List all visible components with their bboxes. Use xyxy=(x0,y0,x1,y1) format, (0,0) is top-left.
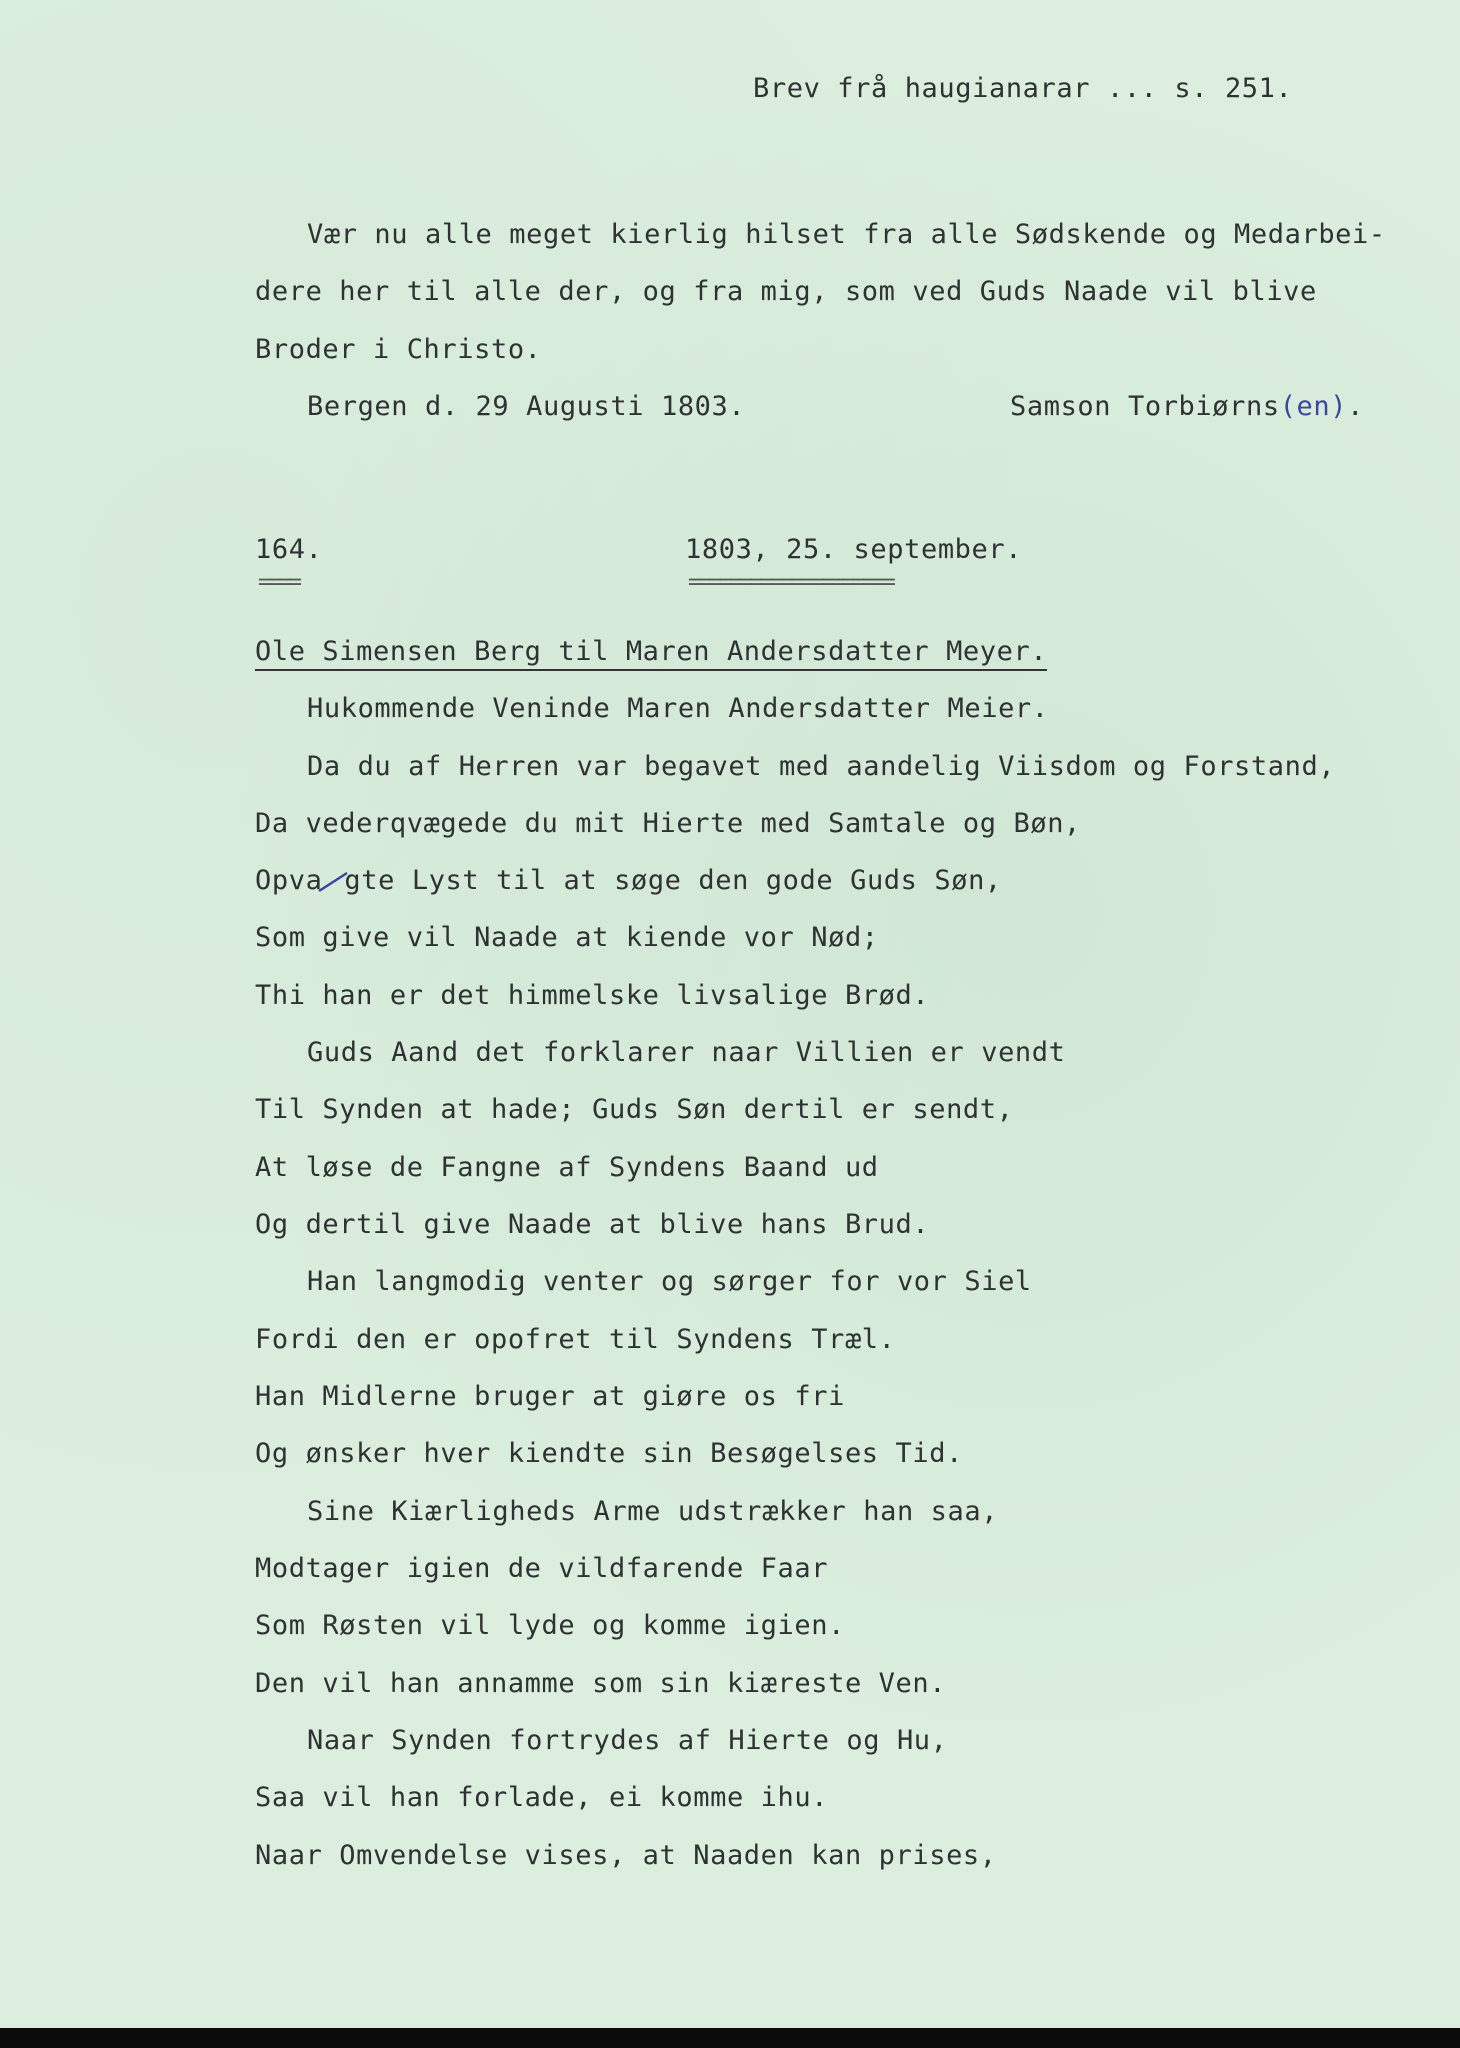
text-line: At løse de Fangne af Syndens Baand ud xyxy=(255,1152,879,1183)
text-line: Da vederqvægede du mit Hierte med Samtale og Bøn, xyxy=(255,808,1081,839)
text-line: Vær nu alle meget kierlig hilset fra alle Sødskende og Medarbei- xyxy=(307,219,1386,250)
scan-border xyxy=(0,2028,1460,2048)
text-fragment: gte Lyst til at søge den gode Guds Søn, xyxy=(344,865,1002,896)
text-line: Sine Kiærligheds Arme udstrækker han saa, xyxy=(307,1496,999,1527)
letter-date-rule: ==================== xyxy=(688,570,893,595)
text-line: Da du af Herren var begavet med aandelig Viisdom og Forstand, xyxy=(307,751,1336,782)
text-line: Fordi den er opofret til Syndens Træl. xyxy=(255,1324,896,1355)
running-title: Brev frå haugianarar ... s. 251. xyxy=(753,73,1293,104)
signature-end: . xyxy=(1347,391,1364,422)
text-line: Og dertil give Naade at blive hans Brud. xyxy=(255,1209,930,1240)
text-line: Som give vil Naade at kiende vor Nød; xyxy=(255,922,879,953)
letter-number-rule: ==== xyxy=(258,570,299,595)
letter-number: 164. xyxy=(255,534,323,565)
text-line: Naar Synden fortrydes af Hierte og Hu, xyxy=(307,1725,948,1756)
text-line: Hukommende Veninde Maren Andersdatter Meier. xyxy=(307,693,1049,724)
text-line: Saa vil han forlade, ei komme ihu. xyxy=(255,1782,829,1813)
text-line: Naar Omvendelse vises, at Naaden kan prises, xyxy=(255,1840,997,1871)
text-line: Broder i Christo. xyxy=(255,334,542,365)
text-fragment: Opva xyxy=(255,865,323,896)
place-date: Bergen d. 29 Augusti 1803. xyxy=(307,391,746,422)
letter-heading: Ole Simensen Berg til Maren Andersdatter Meyer. xyxy=(255,637,1047,671)
signature xyxy=(1010,392,1364,422)
text-line: Modtager igien de vildfarende Faar xyxy=(255,1553,829,1584)
text-line: dere her til alle der, og fra mig, som ved Guds Naade vil blive xyxy=(255,276,1317,307)
text-line: Og ønsker hver kiendte sin Besøgelses Tid. xyxy=(255,1438,963,1469)
signature-pen-correction: (en) xyxy=(1279,391,1348,422)
text-line: Guds Aand det forklarer naar Villien er vendt xyxy=(307,1037,1066,1068)
signature-typed: Samson Torbiørns xyxy=(1010,391,1280,422)
text-line: Den vil han annamme som sin kiæreste Ven. xyxy=(255,1668,947,1699)
letter-date: 1803, 25. september. xyxy=(685,534,1023,565)
text-line xyxy=(255,866,1002,896)
text-line: Han langmodig venter og sørger for vor Siel xyxy=(307,1266,1032,1297)
text-line: Til Synden at hade; Guds Søn dertil er sendt, xyxy=(255,1094,1014,1125)
text-line: Han Midlerne bruger at giøre os fri xyxy=(255,1381,845,1412)
text-line: Thi han er det himmelske livsalige Brød. xyxy=(255,980,930,1011)
text-line: Som Røsten vil lyde og komme igien. xyxy=(255,1610,845,1641)
